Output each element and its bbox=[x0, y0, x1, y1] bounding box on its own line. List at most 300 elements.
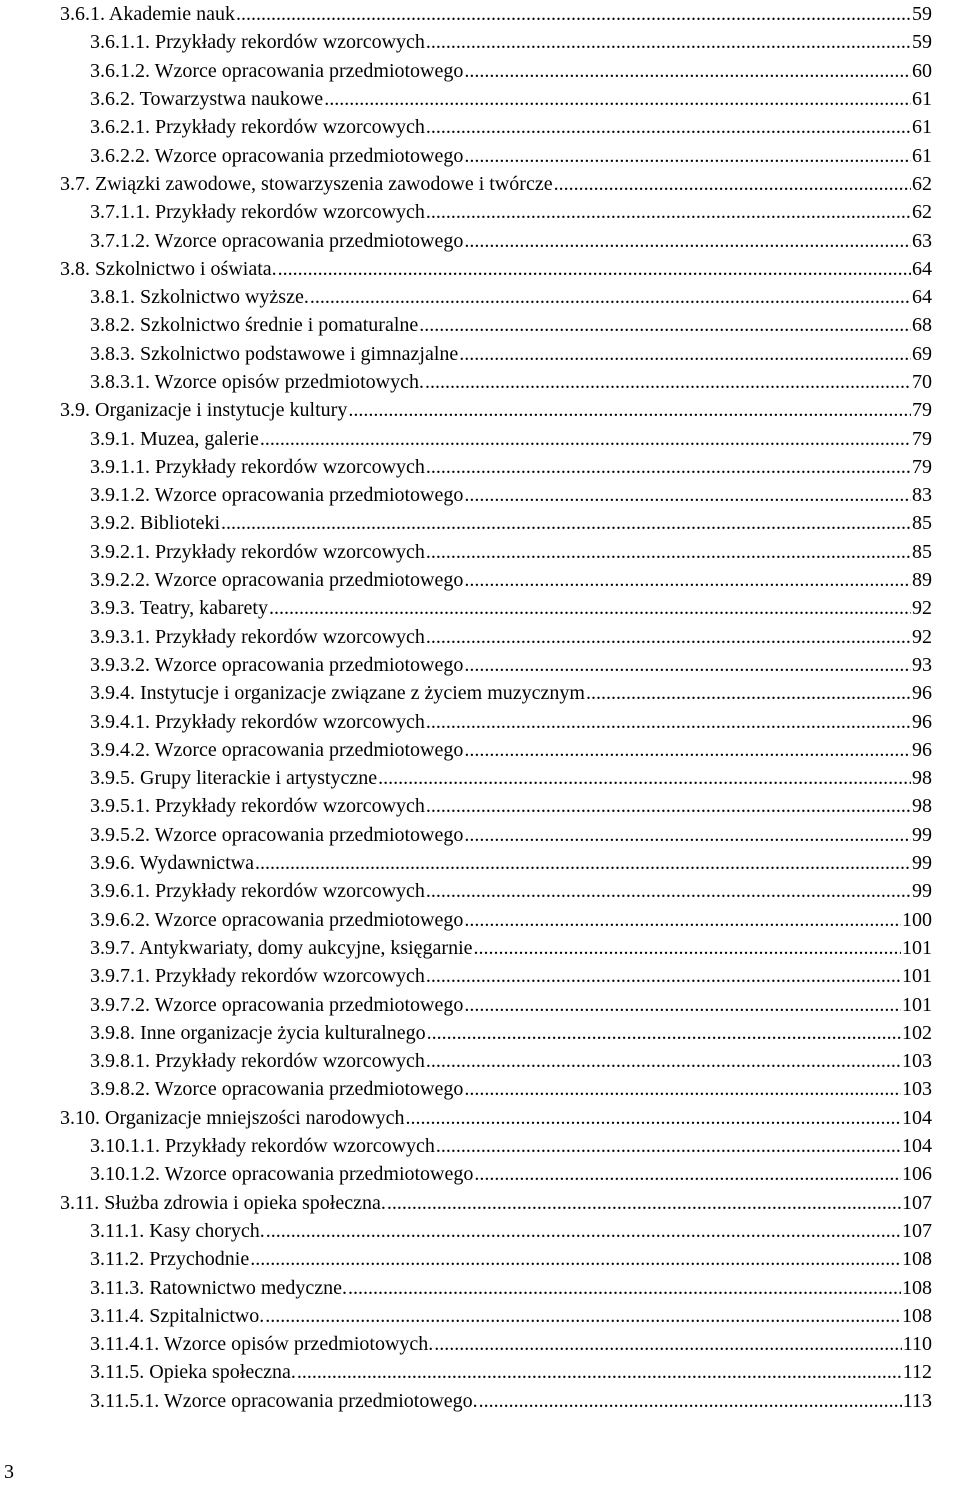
toc-entry-title bbox=[90, 372, 424, 392]
dot-leader bbox=[554, 174, 911, 194]
toc-entry[interactable] bbox=[60, 141, 932, 169]
toc-entry-number: 3.11.2. bbox=[90, 1248, 145, 1271]
toc-entry-page: 68 bbox=[912, 314, 932, 337]
toc-entry-page: 92 bbox=[912, 625, 932, 648]
toc-entry[interactable] bbox=[60, 1019, 932, 1047]
toc-entry-title bbox=[90, 202, 425, 222]
dot-leader bbox=[586, 683, 911, 703]
toc-entry-number: 3.9.1.2. bbox=[90, 484, 150, 507]
toc-entry-page: 62 bbox=[912, 201, 932, 224]
toc-entry[interactable] bbox=[60, 538, 932, 566]
toc-entry-page: 110 bbox=[902, 1333, 932, 1356]
dot-leader bbox=[236, 4, 911, 24]
toc-entry-title bbox=[90, 881, 425, 901]
toc-entry-title bbox=[90, 1249, 249, 1269]
toc-entry[interactable] bbox=[60, 736, 932, 764]
toc-entry[interactable] bbox=[60, 283, 932, 311]
toc-entry-number: 3.9.8.2. bbox=[90, 1078, 150, 1101]
toc-entry-title bbox=[90, 683, 585, 703]
toc-entry-number: 3.8. bbox=[60, 257, 90, 280]
toc-entry-page: 108 bbox=[902, 1304, 932, 1327]
toc-entry[interactable] bbox=[60, 481, 932, 509]
toc-entry-title bbox=[90, 344, 458, 364]
toc-entry-title bbox=[60, 174, 553, 194]
toc-entry-page: 107 bbox=[902, 1191, 932, 1214]
toc-entry[interactable] bbox=[60, 170, 932, 198]
dot-leader bbox=[464, 146, 911, 166]
toc-entry[interactable] bbox=[60, 962, 932, 990]
toc-entry-number: 3.11.3. bbox=[90, 1276, 145, 1299]
toc-entry-number: 3.9.2.1. bbox=[90, 540, 150, 563]
toc-entry[interactable] bbox=[60, 1387, 932, 1415]
toc-entry-title bbox=[90, 231, 463, 251]
toc-entry-number: 3.11.5. bbox=[90, 1361, 145, 1384]
dot-leader bbox=[269, 598, 911, 618]
toc-entry-text: Antykwariaty, domy aukcyjne, księgarnie bbox=[138, 936, 473, 959]
dot-leader bbox=[464, 1079, 901, 1099]
dot-leader bbox=[459, 344, 911, 364]
toc-entry-page: 99 bbox=[912, 880, 932, 903]
toc-entry-number: 3.8.3. bbox=[90, 342, 135, 365]
dot-leader bbox=[324, 89, 911, 109]
toc-entry-page: 102 bbox=[902, 1021, 932, 1044]
toc-entry-page: 101 bbox=[902, 936, 932, 959]
toc-entry-title bbox=[90, 712, 425, 732]
dot-leader bbox=[419, 315, 911, 335]
toc-entry-number: 3.6.2.2. bbox=[90, 144, 150, 167]
toc-entry-text: Wzorce opracowania przedmiotowego bbox=[154, 229, 464, 252]
dot-leader bbox=[464, 995, 901, 1015]
dot-leader bbox=[426, 712, 911, 732]
dot-leader bbox=[266, 1221, 901, 1241]
toc-entry-page: 83 bbox=[912, 484, 932, 507]
toc-entry-number: 3.9.3. bbox=[90, 597, 135, 620]
toc-entry-title bbox=[90, 485, 463, 505]
toc-entry-number: 3.10. bbox=[60, 1106, 100, 1129]
toc-entry-page: 61 bbox=[912, 88, 932, 111]
toc-entry-title bbox=[90, 1051, 425, 1071]
toc-entry-text: Szkolnictwo podstawowe i gimnazjalne bbox=[140, 342, 459, 365]
toc-entry-number: 3.9.6.1. bbox=[90, 880, 150, 903]
toc-entry-page: 113 bbox=[902, 1389, 932, 1412]
toc-entry-text: Przykłady rekordów wzorcowych bbox=[155, 116, 425, 139]
toc-entry-text: Wzorce opisów przedmiotowych. bbox=[163, 1333, 434, 1356]
toc-entry[interactable] bbox=[60, 906, 932, 934]
toc-entry-title bbox=[90, 542, 425, 562]
toc-entry-number: 3.11.4. bbox=[90, 1304, 145, 1327]
toc-entry-title bbox=[90, 1362, 296, 1382]
dot-leader bbox=[436, 1136, 901, 1156]
toc-entry-number: 3.7.1.1. bbox=[90, 201, 150, 224]
dot-leader bbox=[265, 1306, 901, 1326]
toc-entry[interactable] bbox=[60, 1330, 932, 1358]
dot-leader bbox=[387, 1193, 901, 1213]
toc-entry-page: 79 bbox=[912, 399, 932, 422]
toc-entry-number: 3.11.4.1. bbox=[90, 1333, 160, 1356]
toc-entry-page: 79 bbox=[912, 427, 932, 450]
toc-entry[interactable] bbox=[60, 1075, 932, 1103]
dot-leader bbox=[250, 1249, 901, 1269]
dot-leader bbox=[426, 117, 911, 137]
toc-entry-page: 61 bbox=[912, 116, 932, 139]
toc-entry-title bbox=[90, 570, 463, 590]
toc-entry-text: Przykłady rekordów wzorcowych bbox=[155, 201, 425, 224]
toc-entry-title bbox=[90, 853, 254, 873]
toc-entry[interactable] bbox=[60, 0, 932, 28]
toc-entry-text: Wydawnictwa bbox=[139, 852, 254, 875]
toc-entry[interactable] bbox=[60, 424, 932, 452]
toc-entry[interactable] bbox=[60, 792, 932, 820]
toc-entry-text: Służba zdrowia i opieka społeczna. bbox=[104, 1191, 386, 1214]
toc-entry-text: Organizacje i instytucje kultury bbox=[95, 399, 348, 422]
toc-entry-number: 3.9.3.2. bbox=[90, 653, 150, 676]
toc-entry-number: 3.9.4. bbox=[90, 682, 135, 705]
toc-entry-number: 3.11.5.1. bbox=[90, 1389, 160, 1412]
toc-entry-page: 98 bbox=[912, 767, 932, 790]
toc-entry-text: Przychodnie bbox=[149, 1248, 250, 1271]
toc-entry-page: 108 bbox=[902, 1248, 932, 1271]
toc-entry-number: 3.9.1. bbox=[90, 427, 135, 450]
dot-leader bbox=[464, 231, 911, 251]
toc-entry-page: 89 bbox=[912, 569, 932, 592]
toc-entry-page: 93 bbox=[912, 653, 932, 676]
toc-entry-title bbox=[60, 1193, 386, 1213]
toc-entry[interactable] bbox=[60, 934, 932, 962]
toc-entry-text: Organizacje mniejszości narodowych bbox=[105, 1106, 405, 1129]
toc-entry[interactable] bbox=[60, 1132, 932, 1160]
toc-entry-text: Muzea, galerie bbox=[140, 427, 259, 450]
toc-entry[interactable] bbox=[60, 849, 932, 877]
dot-leader bbox=[378, 768, 911, 788]
toc-entry-page: 59 bbox=[912, 3, 932, 26]
toc-entry-text: Opieka społeczna. bbox=[149, 1361, 296, 1384]
toc-entry-page: 98 bbox=[912, 795, 932, 818]
toc-entry[interactable] bbox=[60, 566, 932, 594]
toc-entry-number: 3.9.8.1. bbox=[90, 1050, 150, 1073]
toc-entry[interactable] bbox=[60, 1302, 932, 1330]
toc-entry[interactable] bbox=[60, 990, 932, 1018]
toc-entry-text: Wzorce opracowania przedmiotowego bbox=[154, 653, 464, 676]
toc-entry-number: 3.8.2. bbox=[90, 314, 135, 337]
toc-entry-text: Przykłady rekordów wzorcowych bbox=[155, 965, 425, 988]
toc-entry-title bbox=[90, 1278, 347, 1298]
toc-entry-title bbox=[60, 400, 347, 420]
toc-entry-text: Biblioteki bbox=[140, 512, 220, 535]
toc-entry-text: Wzorce opracowania przedmiotowego bbox=[154, 993, 464, 1016]
toc-entry-title bbox=[90, 1334, 433, 1354]
toc-entry-text: Przykłady rekordów wzorcowych bbox=[155, 540, 425, 563]
dot-leader bbox=[426, 966, 901, 986]
dot-leader bbox=[464, 910, 901, 930]
toc-entry-page: 106 bbox=[902, 1163, 932, 1186]
toc-entry-title bbox=[90, 117, 425, 137]
dot-leader bbox=[426, 32, 911, 52]
toc-entry[interactable] bbox=[60, 396, 932, 424]
toc-entry-title bbox=[90, 627, 425, 647]
dot-leader bbox=[434, 1334, 901, 1354]
dot-leader bbox=[464, 485, 911, 505]
dot-leader bbox=[427, 1023, 901, 1043]
toc-entry-number: 3.10.1.1. bbox=[90, 1135, 160, 1158]
toc-entry-page: 103 bbox=[902, 1050, 932, 1073]
toc-entry-title bbox=[90, 1136, 435, 1156]
toc-entry-page: 61 bbox=[912, 144, 932, 167]
dot-leader bbox=[425, 372, 911, 392]
toc-entry[interactable] bbox=[60, 1104, 932, 1132]
dot-leader bbox=[260, 429, 911, 449]
toc-entry[interactable] bbox=[60, 453, 932, 481]
toc-entry-page: 85 bbox=[912, 512, 932, 535]
toc-entry-page: 101 bbox=[902, 993, 932, 1016]
toc-entry[interactable] bbox=[60, 368, 932, 396]
dot-leader bbox=[310, 287, 911, 307]
toc-entry-title bbox=[90, 1391, 478, 1411]
toc-entry[interactable] bbox=[60, 85, 932, 113]
toc-entry[interactable] bbox=[60, 311, 932, 339]
toc-entry[interactable] bbox=[60, 198, 932, 226]
toc-entry-page: 62 bbox=[912, 172, 932, 195]
toc-entry-number: 3.9.6. bbox=[90, 852, 135, 875]
toc-entry-number: 3.7. bbox=[60, 172, 90, 195]
toc-entry-text: Wzorce opracowania przedmiotowego bbox=[154, 738, 464, 761]
toc-entry-number: 3.6.2.1. bbox=[90, 116, 150, 139]
dot-leader bbox=[297, 1362, 902, 1382]
toc-entry-title bbox=[90, 457, 425, 477]
toc-entry-text: Szkolnictwo średnie i pomaturalne bbox=[140, 314, 419, 337]
toc-entry-title bbox=[90, 513, 220, 533]
dot-leader bbox=[464, 61, 911, 81]
toc-entry-text: Przykłady rekordów wzorcowych bbox=[155, 1050, 425, 1073]
toc-entry[interactable] bbox=[60, 1160, 932, 1188]
toc-entry-text: Wzorce opisów przedmiotowych. bbox=[154, 371, 424, 393]
toc-entry[interactable] bbox=[60, 57, 932, 85]
dot-leader bbox=[426, 457, 911, 477]
toc-entry-text: Ratownictwo medyczne. bbox=[149, 1276, 347, 1299]
toc-entry-page: 112 bbox=[902, 1361, 932, 1384]
dot-leader bbox=[426, 627, 911, 647]
dot-leader bbox=[464, 740, 911, 760]
toc-entry[interactable] bbox=[60, 1188, 932, 1216]
toc-entry-text: Przykłady rekordów wzorcowych bbox=[155, 795, 425, 818]
toc-entry-page: 96 bbox=[912, 682, 932, 705]
toc-entry-number: 3.9. bbox=[60, 399, 90, 422]
toc-entry[interactable] bbox=[60, 1245, 932, 1273]
page-number: 3 bbox=[4, 1461, 14, 1483]
dot-leader bbox=[464, 655, 911, 675]
toc-entry-title bbox=[90, 1079, 463, 1099]
toc-entry-text: Przykłady rekordów wzorcowych bbox=[155, 31, 425, 54]
dot-leader bbox=[348, 400, 911, 420]
toc-entry-text: Wzorce opracowania przedmiotowego bbox=[154, 908, 464, 931]
toc-entry-page: 64 bbox=[912, 286, 932, 309]
toc-entry[interactable] bbox=[60, 226, 932, 254]
toc-entry-text: Wzorce opracowania przedmiotowego. bbox=[163, 1389, 478, 1412]
toc-entry-text: Kasy chorych. bbox=[149, 1219, 265, 1242]
toc-entry-text: Wzorce opracowania przedmiotowego bbox=[164, 1163, 474, 1186]
toc-entry-title bbox=[90, 61, 463, 81]
toc-entry-number: 3.9.7.1. bbox=[90, 965, 150, 988]
toc-entry-page: 108 bbox=[902, 1276, 932, 1299]
toc-entry-number: 3.9.5.2. bbox=[90, 823, 150, 846]
toc-entry-title bbox=[90, 655, 463, 675]
toc-entry-text: Wzorce opracowania przedmiotowego bbox=[154, 823, 464, 846]
toc-entry-text: Przykłady rekordów wzorcowych bbox=[155, 710, 425, 733]
dot-leader bbox=[474, 938, 901, 958]
toc-entry-number: 3.7.1.2. bbox=[90, 229, 150, 252]
dot-leader bbox=[278, 259, 911, 279]
toc-entry[interactable] bbox=[60, 1047, 932, 1075]
toc-entry-number: 3.11. bbox=[60, 1191, 100, 1214]
toc-entry-page: 104 bbox=[902, 1106, 932, 1129]
toc-entry-number: 3.10.1.2. bbox=[90, 1163, 160, 1186]
dot-leader bbox=[221, 513, 911, 533]
toc-entry-title bbox=[90, 995, 463, 1015]
toc-entry-page: 99 bbox=[912, 852, 932, 875]
toc-entry[interactable] bbox=[60, 651, 932, 679]
toc-entry-title bbox=[90, 1306, 264, 1326]
toc-entry-page: 92 bbox=[912, 597, 932, 620]
toc-entry-title bbox=[60, 4, 235, 24]
toc-entry-text: Związki zawodowe, stowarzyszenia zawodowe i twórcze bbox=[95, 172, 553, 195]
toc-entry-text: Inne organizacje życia kulturalnego bbox=[140, 1021, 426, 1044]
dot-leader bbox=[464, 570, 911, 590]
dot-leader bbox=[426, 202, 911, 222]
toc-entry-page: 96 bbox=[912, 710, 932, 733]
toc-entry[interactable] bbox=[60, 679, 932, 707]
toc-entry-text: Szkolnictwo i oświata. bbox=[95, 257, 277, 280]
toc-entry-title bbox=[90, 796, 425, 816]
toc-entry[interactable] bbox=[60, 1217, 932, 1245]
toc-entry-title bbox=[90, 938, 473, 958]
toc-entry-text: Wzorce opracowania przedmiotowego bbox=[154, 59, 464, 82]
toc-entry-page: 107 bbox=[902, 1219, 932, 1242]
toc-entry-text: Przykłady rekordów wzorcowych bbox=[155, 625, 425, 648]
toc-entry[interactable] bbox=[60, 1273, 932, 1301]
toc-entry-page: 96 bbox=[912, 738, 932, 761]
toc-entry-text: Przykłady rekordów wzorcowych bbox=[155, 880, 425, 903]
toc-entry-page: 85 bbox=[912, 540, 932, 563]
dot-leader bbox=[474, 1164, 901, 1184]
toc-entry[interactable] bbox=[60, 623, 932, 651]
toc-entry-number: 3.9.7.2. bbox=[90, 993, 150, 1016]
toc-entry-title bbox=[90, 1164, 473, 1184]
toc-entry-number: 3.8.1. bbox=[90, 286, 135, 309]
toc-entry-title bbox=[90, 1023, 426, 1043]
toc-entry-number: 3.9.7. bbox=[90, 936, 135, 959]
toc-entry-number: 3.9.5. bbox=[90, 767, 135, 790]
toc-entry-number: 3.9.1.1. bbox=[90, 455, 150, 478]
toc-entry-title bbox=[90, 89, 323, 109]
toc-entry-title bbox=[90, 768, 377, 788]
toc-entry[interactable] bbox=[60, 28, 932, 56]
dot-leader bbox=[348, 1278, 901, 1298]
dot-leader bbox=[479, 1391, 902, 1411]
dot-leader bbox=[426, 542, 911, 562]
toc-entry-text: Akademie nauk bbox=[108, 3, 235, 26]
toc-entry-text: Szpitalnictwo. bbox=[149, 1304, 265, 1327]
toc-entry-title bbox=[90, 287, 309, 307]
toc-entry-page: 69 bbox=[912, 342, 932, 365]
dot-leader bbox=[255, 853, 911, 873]
toc-entry-text: Przykłady rekordów wzorcowych bbox=[165, 1135, 435, 1158]
toc-entry-page: 60 bbox=[912, 59, 932, 82]
toc-entry-page: 104 bbox=[902, 1135, 932, 1158]
toc-entry-text: Wzorce opracowania przedmiotowego bbox=[154, 484, 464, 507]
toc-entry[interactable] bbox=[60, 255, 932, 283]
toc-entry-page: 64 bbox=[912, 257, 932, 280]
dot-leader bbox=[426, 1051, 901, 1071]
toc-entry-title bbox=[90, 966, 425, 986]
toc-entry-text: Grupy literackie i artystyczne bbox=[140, 767, 378, 790]
toc-entry-page: 101 bbox=[902, 965, 932, 988]
toc-entry[interactable] bbox=[60, 707, 932, 735]
toc-entry-text: Wzorce opracowania przedmiotowego bbox=[154, 144, 464, 167]
toc-entry-page: 59 bbox=[912, 31, 932, 54]
toc-entry-title bbox=[90, 146, 463, 166]
toc-entry-number: 3.6.2. bbox=[90, 88, 135, 111]
dot-leader bbox=[464, 825, 911, 845]
toc-entry-number: 3.6.1. bbox=[60, 3, 105, 26]
toc-entry-page: 100 bbox=[902, 908, 932, 931]
toc-entry-number: 3.9.3.1. bbox=[90, 625, 150, 648]
toc-entry-page: 63 bbox=[912, 229, 932, 252]
toc-entry-page: 103 bbox=[902, 1078, 932, 1101]
toc-entry-title bbox=[60, 259, 277, 279]
toc-entry-number: 3.6.1.1. bbox=[90, 31, 150, 54]
toc-entry-title bbox=[60, 1108, 405, 1128]
toc-entry-number: 3.9.2. bbox=[90, 512, 135, 535]
toc-entry-title bbox=[90, 1221, 265, 1241]
toc-entry-number: 3.9.4.2. bbox=[90, 738, 150, 761]
toc-entry-number: 3.6.1.2. bbox=[90, 59, 150, 82]
toc-entry-title bbox=[90, 910, 463, 930]
toc-entry-text: Towarzystwa naukowe bbox=[139, 88, 324, 111]
toc-entry-title bbox=[90, 598, 268, 618]
toc-entry-text: Szkolnictwo wyższe. bbox=[140, 286, 309, 309]
toc-entry-text: Instytucje i organizacje związane z życiem muzycznym bbox=[140, 682, 585, 705]
toc-entry-number: 3.9.8. bbox=[90, 1021, 135, 1044]
toc-entry-number: 3.9.2.2. bbox=[90, 569, 150, 592]
toc-entry-number: 3.9.6.2. bbox=[90, 908, 150, 931]
toc-entry[interactable] bbox=[60, 821, 932, 849]
toc-entry-number: 3.8.3.1. bbox=[90, 371, 150, 393]
toc-entry-title bbox=[90, 315, 418, 335]
toc-entry[interactable] bbox=[60, 1358, 932, 1386]
toc-entry-title bbox=[90, 429, 259, 449]
toc-entry-text: Teatry, kabarety bbox=[139, 597, 268, 620]
toc-entry[interactable] bbox=[60, 877, 932, 905]
toc-entry-text: Wzorce opracowania przedmiotowego bbox=[154, 569, 464, 592]
toc-entry[interactable] bbox=[60, 764, 932, 792]
dot-leader bbox=[426, 881, 911, 901]
toc-entry-number: 3.9.5.1. bbox=[90, 795, 150, 818]
toc-entry-number: 3.9.4.1. bbox=[90, 710, 150, 733]
toc-entry[interactable] bbox=[60, 113, 932, 141]
toc-entry-number: 3.11.1. bbox=[90, 1219, 145, 1242]
toc-entry-page: 99 bbox=[912, 823, 932, 846]
toc-entry-page: 79 bbox=[912, 455, 932, 478]
dot-leader bbox=[406, 1108, 901, 1128]
toc-entry-title bbox=[90, 740, 463, 760]
toc-entry[interactable] bbox=[60, 509, 932, 537]
dot-leader bbox=[426, 796, 911, 816]
toc-entry-text: Przykłady rekordów wzorcowych bbox=[155, 455, 425, 478]
toc-entry-title bbox=[90, 32, 425, 52]
toc-entry[interactable] bbox=[60, 594, 932, 622]
toc-entry[interactable] bbox=[60, 340, 932, 368]
toc-entry-page: 70 bbox=[912, 371, 932, 393]
toc-entry-text: Wzorce opracowania przedmiotowego bbox=[154, 1078, 464, 1101]
